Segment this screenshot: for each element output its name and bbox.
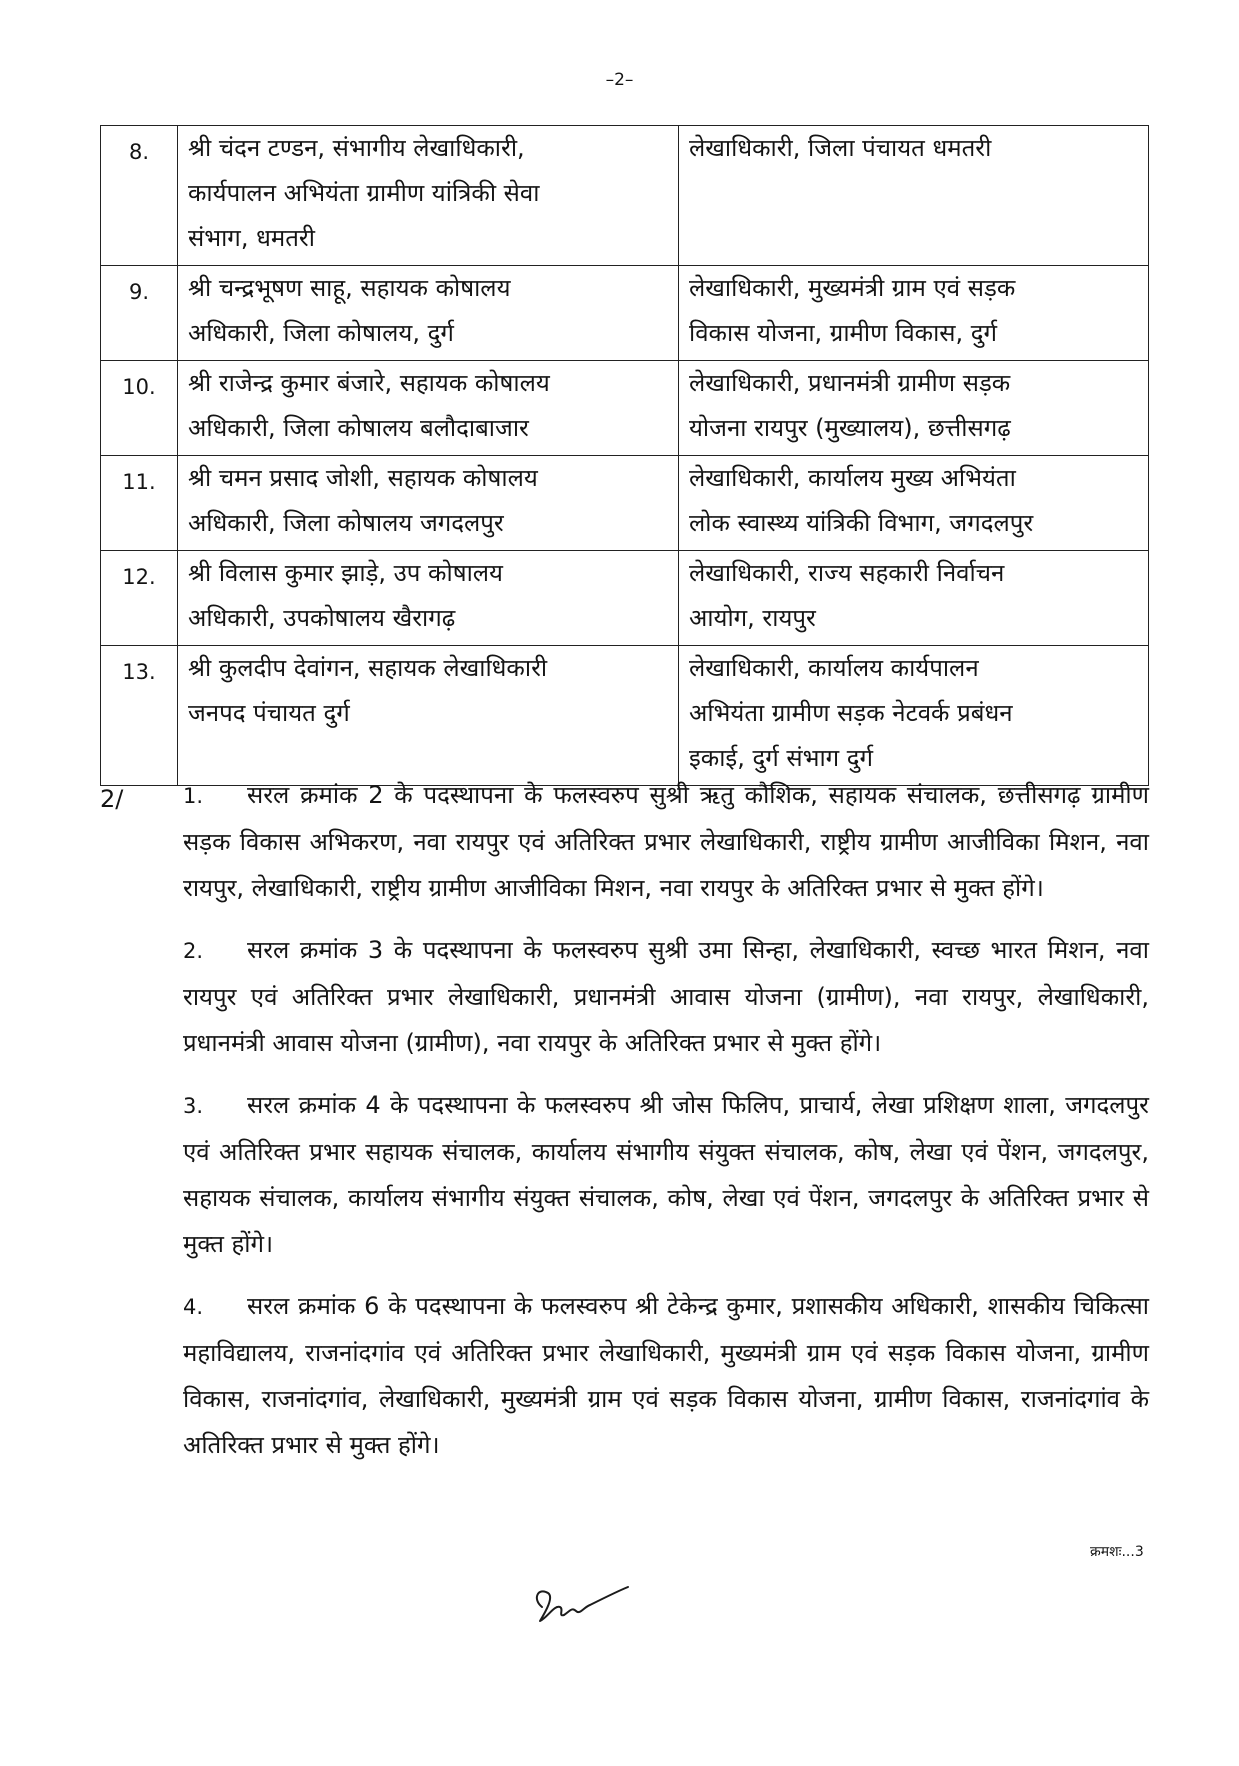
postings-table [100,125,1149,786]
table-row [101,126,1149,266]
new-posting [679,126,1149,266]
current-posting [178,456,679,551]
text-line: आयोग, रायपुर [689,604,816,632]
text-line: अधिकारी, उपकोषालय खैरागढ़ [188,604,456,632]
signature [524,1577,634,1633]
current-posting [178,551,679,646]
new-posting [679,646,1149,786]
current-posting [178,646,679,786]
note-number: 2. [183,939,204,963]
serial-number: 10. [101,361,178,456]
note-text: सरल क्रमांक 3 के पदस्थापना के फलस्वरुप सुश्री उमा सिन्हा, लेखाधिकारी, स्वच्छ भारत मिशन, नवा रायपुर एवं अतिरिक्त प्रभार लेखाधिकारी, प्रधानमंत्री आवास योजना (ग्रामीण), नवा रायपुर, लेखाधिकारी, प्रधानमंत्री आवास योजना (ग्रामीण), नवा रायपुर के अतिरिक्त प्रभार से मुक्त होंगे। [183,936,1149,1057]
note-paragraph [183,1283,1149,1468]
new-posting [679,266,1149,361]
text-line: लेखाधिकारी, कार्यालय कार्यपालन [689,654,979,682]
section-marker: 2/ [100,785,124,813]
text-line: योजना रायपुर (मुख्यालय), छत्तीसगढ़ [689,414,1011,442]
text-line: इकाई, दुर्ग संभाग दुर्ग [689,744,874,772]
text-line: श्री राजेन्द्र कुमार बंजारे, सहायक कोषालय [188,369,550,397]
table-row [101,456,1149,551]
table-row [101,551,1149,646]
note-number: 4. [183,1295,204,1319]
text-line: श्री चंदन टण्डन, संभागीय लेखाधिकारी, [188,134,525,162]
note-text: सरल क्रमांक 2 के पदस्थापना के फलस्वरुप सुश्री ऋतु कौशिक, सहायक संचालक, छत्तीसगढ़ ग्रामीण सड़क विकास अभिकरण, नवा रायपुर एवं अतिरिक्त प्रभार लेखाधिकारी, राष्ट्रीय ग्रामीण आजीविका मिशन, नवा रायपुर, लेखाधिकारी, राष्ट्रीय ग्रामीण आजीविका मिशन, नवा रायपुर के अतिरिक्त प्रभार से मुक्त होंगे। [183,781,1149,902]
new-posting [679,361,1149,456]
text-line: विकास योजना, ग्रामीण विकास, दुर्ग [689,319,998,347]
continued-marker: क्रमशः...3 [1090,1544,1144,1560]
table-row [101,266,1149,361]
note-number: 3. [183,1094,204,1118]
page-number: –2– [605,70,634,90]
new-posting [679,456,1149,551]
text-line: श्री चन्द्रभूषण साहू, सहायक कोषालय [188,274,511,302]
text-line: कार्यपालन अभियंता ग्रामीण यांत्रिकी सेवा [188,179,540,207]
note-text: सरल क्रमांक 4 के पदस्थापना के फलस्वरुप श्री जोस फिलिप, प्राचार्य, लेखा प्रशिक्षण शाला, जगदलपुर एवं अतिरिक्त प्रभार सहायक संचालक, कार्यालय संभागीय संयुक्त संचालक, कोष, लेखा एवं पेंशन, जगदलपुर, सहायक संचालक, कार्यालय संभागीय संयुक्त संचालक, कोष, लेखा एवं पेंशन, जगदलपुर के अतिरिक्त प्रभार से मुक्त होंगे। [183,1091,1149,1258]
text-line: अभियंता ग्रामीण सड़क नेटवर्क प्रबंधन [689,699,1013,727]
serial-number: 11. [101,456,178,551]
serial-number: 8. [101,126,178,266]
current-posting [178,266,679,361]
text-line: लोक स्वास्थ्य यांत्रिकी विभाग, जगदलपुर [689,509,1034,537]
text-line: अधिकारी, जिला कोषालय, दुर्ग [188,319,454,347]
serial-number: 12. [101,551,178,646]
current-posting [178,361,679,456]
new-posting [679,551,1149,646]
serial-number: 9. [101,266,178,361]
text-line: लेखाधिकारी, राज्य सहकारी निर्वाचन [689,559,1005,587]
text-line: लेखाधिकारी, जिला पंचायत धमतरी [689,134,992,162]
text-line: लेखाधिकारी, कार्यालय मुख्य अभियंता [689,464,1016,492]
table-row [101,646,1149,786]
text-line: जनपद पंचायत दुर्ग [188,699,350,727]
text-line: संभाग, धमतरी [188,224,315,252]
note-paragraph [183,772,1149,911]
note-number: 1. [183,784,204,808]
serial-number: 13. [101,646,178,786]
text-line: अधिकारी, जिला कोषालय बलौदाबाजार [188,414,529,442]
text-line: श्री कुलदीप देवांगन, सहायक लेखाधिकारी [188,654,548,682]
text-line: लेखाधिकारी, मुख्यमंत्री ग्राम एवं सड़क [689,274,1016,302]
text-line: श्री विलास कुमार झाड़े, उप कोषालय [188,559,503,587]
relief-notes [183,772,1149,1484]
text-line: अधिकारी, जिला कोषालय जगदलपुर [188,509,504,537]
table-row [101,361,1149,456]
note-paragraph [183,1082,1149,1267]
text-line: श्री चमन प्रसाद जोशी, सहायक कोषालय [188,464,538,492]
text-line: लेखाधिकारी, प्रधानमंत्री ग्रामीण सड़क [689,369,1011,397]
current-posting [178,126,679,266]
note-paragraph [183,927,1149,1066]
note-text: सरल क्रमांक 6 के पदस्थापना के फलस्वरुप श्री टेकेन्द्र कुमार, प्रशासकीय अधिकारी, शासकीय चिकित्सा महाविद्यालय, राजनांदगांव एवं अतिरिक्त प्रभार लेखाधिकारी, मुख्यमंत्री ग्राम एवं सड़क विकास योजना, ग्रामीण विकास, राजनांदगांव, लेखाधिकारी, मुख्यमंत्री ग्राम एवं सड़क विकास योजना, ग्रामीण विकास, राजनांदगांव के अतिरिक्त प्रभार से मुक्त होंगे। [183,1292,1150,1459]
